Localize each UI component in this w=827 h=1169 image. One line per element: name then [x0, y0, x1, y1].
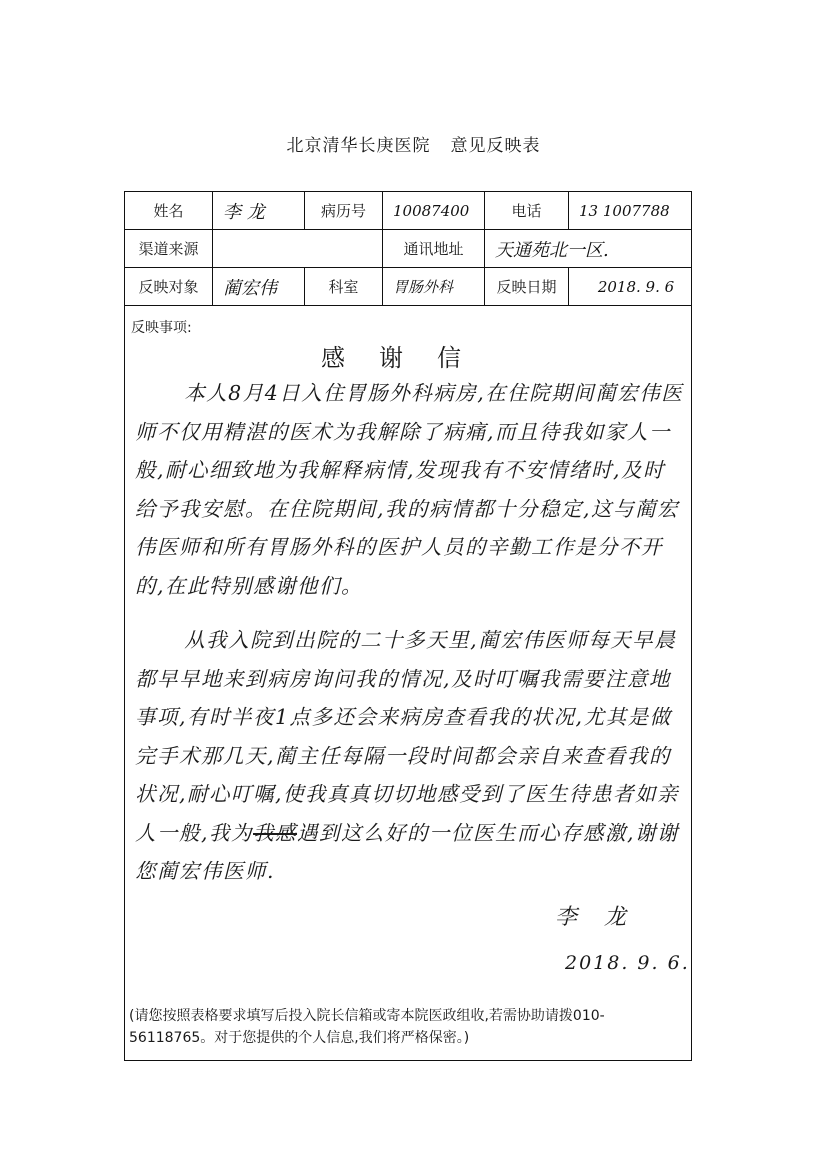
name-field[interactable]: 李 龙 — [213, 192, 305, 229]
dept-label: 科室 — [305, 268, 383, 305]
letter-paragraph-2 — [135, 621, 685, 891]
section-label: 反映事项: — [131, 320, 192, 336]
phone-label: 电话 — [485, 192, 569, 229]
signature-date: 2018. 9. 6. — [565, 952, 690, 974]
form-row-1 — [125, 192, 691, 230]
target-field[interactable]: 蔺宏伟 — [213, 268, 305, 305]
feedback-form — [124, 191, 692, 1061]
letter-title: 感谢信 — [321, 344, 495, 372]
channel-field[interactable] — [213, 230, 383, 267]
phone-field[interactable]: 13 1007788 — [579, 201, 670, 220]
dept-field[interactable]: 胃肠外科 — [383, 268, 485, 305]
form-row-3 — [125, 268, 691, 306]
address-field[interactable]: 天通苑北一区. — [495, 239, 609, 261]
footnote: (请您按照表格要求填写后投入院长信箱或寄本院医政组收,若需协助请拨010-56118765。对于您提供的个人信息,我们将严格保密。) — [129, 1008, 605, 1046]
form-title — [0, 131, 827, 156]
target-label: 反映对象 — [125, 268, 213, 305]
channel-label: 渠道来源 — [125, 230, 213, 267]
letter-paragraph-1: 本人8月4日入住胃肠外科病房,在住院期间蔺宏伟医师不仅用精湛的医术为我解除了病痛,而且待我如家人一般,耐心细致地为我解释病情,发现我有不安情绪时,及时给予我安慰。在住院期间,我的病情都十分稳定,这与蔺宏伟医师和所有胃肠外科的医护人员的辛勤工作是分不开的,在此特别感谢他们。 — [135, 381, 684, 598]
date-label: 反映日期 — [485, 268, 569, 305]
date-field[interactable]: 2018. 9. 6 — [597, 277, 675, 296]
form-row-2 — [125, 230, 691, 268]
name-label: 姓名 — [125, 192, 213, 229]
letter-body — [135, 374, 685, 891]
hospital-name: 北京清华长庚医院 — [286, 136, 431, 156]
signature: 李 龙 — [555, 905, 636, 930]
struck-text: 我感 — [253, 820, 298, 845]
paragraph-2-part-b: 遇到这么好的一位医生而心存感激,谢谢您蔺宏伟医师. — [135, 820, 680, 883]
record-field[interactable]: 10087400 — [383, 192, 485, 229]
record-label: 病历号 — [305, 192, 383, 229]
address-label: 通讯地址 — [383, 230, 485, 267]
form-name: 意见反映表 — [450, 136, 541, 156]
paragraph-2-part-a: 从我入院到出院的二十多天里,蔺宏伟医师每天早晨都早早地来到病房询问我的情况,及时叮嘱我需要注意地事项,有时半夜1点多还会来病房查看我的状况,尤其是做完手术那几天,蔺主任每隔一段时间都会亲自来查看我的状况,耐心叮嘱,使我真真切切地感受到了医生待患者如亲人一般,我为 — [135, 628, 680, 845]
